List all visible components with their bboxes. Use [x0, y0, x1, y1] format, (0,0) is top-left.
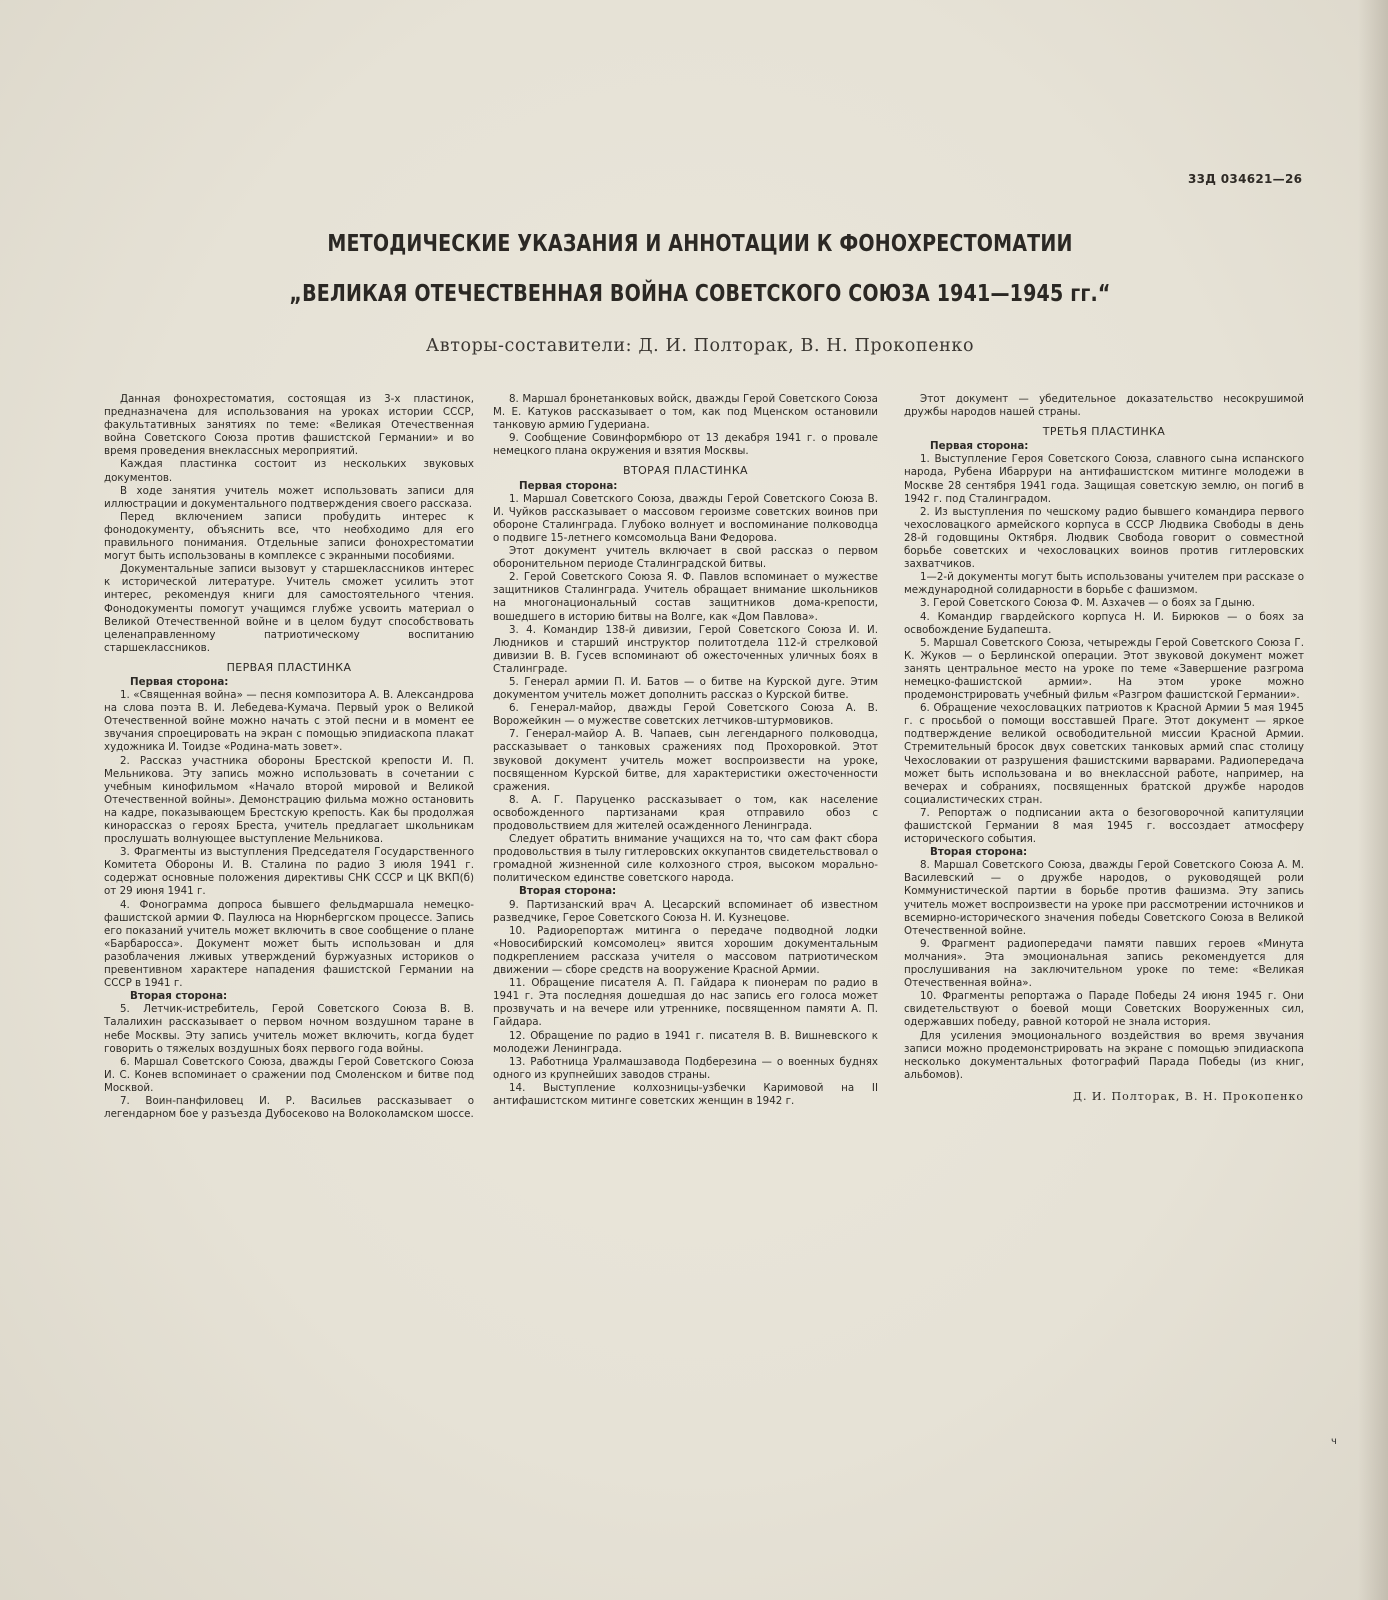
paragraph: 12. Обращение по радио в 1941 г. писателя В. В. Вишневского к молодежи Ленинграда. [493, 1029, 878, 1055]
catalog-number: 33Д 034621—26 [1188, 172, 1303, 186]
paragraph: 5. Маршал Советского Союза, четырежды Герой Советского Союза Г. К. Жуков — о Берлинской операции. Этот звуковой документ может занять центральное место на уроке по теме «Завершение разгрома немецко-фашистской армии». На этом уроке можно продемонстрировать учебный фильм «Разгром фашистской Германии». [904, 636, 1304, 702]
paragraph: 2. Из выступления по чешскому радио бывшего командира первого чехословацкого армейского корпуса в СССР Людвика Свободы в день 28-й годовщины Октября. Людвик Свобода говорит о совместной борьбе советских и чехословацких воинов против гитлеровских захватчиков. [904, 505, 1304, 571]
paragraph: 1. Выступление Героя Советского Союза, славного сына испанского народа, Рубена Ибаррури на антифашистском митинге молодежи в Москве 28 сентября 1941 года. Защищая советскую землю, он погиб в 1942 г. под Сталинградом. [904, 453, 1304, 505]
paragraph: 10. Радиорепортаж митинга о передаче подводной лодки «Новосибирский комсомолец» явится хорошим документальным подкреплением рассказа учителя о массовом патриотическом движении — сборе средств на вооружение Красной Армии. [493, 924, 878, 977]
paragraph: 9. Партизанский врач А. Цесарский вспоминает об известном разведчике, Герое Советского Союза Н. И. Кузнецове. [493, 898, 878, 924]
title-line-1: МЕТОДИЧЕСКИЕ УКАЗАНИЯ И АННОТАЦИИ К ФОНОХРЕСТОМАТИИ [327, 231, 1073, 257]
signature: Д. И. Полторак, В. Н. Прокопенко [1073, 1089, 1304, 1103]
paragraph: Каждая пластинка состоит из нескольких звуковых документов. [104, 458, 474, 484]
paragraph: Перед включением записи пробудить интерес к фонодокументу, объяснить все, что необходимо для его правильного понимания. Отдельные записи фонохрестоматии могут быть использованы в комплексе с экранными пособиями. [104, 510, 474, 563]
paragraph: 6. Маршал Советского Союза, дважды Герой Советского Союза И. С. Конев вспоминает о сражении под Смоленском и битве под Москвой. [104, 1055, 474, 1094]
paragraph: В ходе занятия учитель может использовать записи для иллюстрации и документального подтверждения своего рассказа. [104, 484, 474, 510]
paragraph: 14. Выступление колхозницы-узбечки Каримовой на II антифашистском митинге советских женщин в 1942 г. [493, 1081, 878, 1107]
paragraph: 5. Летчик-истребитель, Герой Советского Союза В. В. Талалихин рассказывает о первом ночном воздушном таране в небе Москвы. Эту запись учитель может включить, когда будет говорить о тяжелых воздушных боях первого года войны. [104, 1003, 474, 1055]
paragraph: Этот документ — убедительное доказательство несокрушимой дружбы народов нашей страны. [904, 393, 1304, 419]
text-column-3 [904, 393, 1304, 1103]
corner-mark: ч [1331, 1436, 1337, 1447]
paragraph: 11. Обращение писателя А. П. Гайдара к пионерам по радио в 1941 г. Эта последняя дошедшая до нас запись его голоса может прозвучать и на вечере или утреннике, посвященном памяти А. П. Гайдара. [493, 977, 878, 1029]
paragraph: Документальные записи вызовут у старшеклассников интерес к исторической литературе. Учитель сможет усилить этот интерес, рекомендуя книги для самостоятельного чтения. Фонодокументы помогут учащимся глубже усвоить материал о Великой Отечественной войне и в целом будут способствовать целенаправленному патриотическому воспитанию старшеклассников. [104, 563, 474, 654]
paragraph: 9. Сообщение Совинформбюро от 13 декабря 1941 г. о провале немецкого плана окружения и взятия Москвы. [493, 432, 878, 458]
paragraph: 8. А. Г. Паруценко рассказывает о том, как население освобожденного партизанами края отправило обоз с продовольствием для жителей осажденного Ленинграда. [493, 793, 878, 832]
paragraph: 3. 4. Командир 138-й дивизии, Герой Советского Союза И. И. Людников и старший инструктор политотдела 112-й стрелковой дивизии В. В. Гусев вспоминают об ожесточенных уличных боях в Сталинграде. [493, 623, 878, 675]
paragraph: 1. «Священная война» — песня композитора А. В. Александрова на слова поэта В. И. Лебедева-Кумача. Первый урок о Великой Отечественной войне можно начать с этой песни и в момент ее звучания спроецировать на экран с помощью эпидиаскопа плакат художника И. Тоидзе «Родина-мать зовет». [104, 689, 474, 754]
paragraph: Этот документ учитель включает в свой рассказ о первом оборонительном периоде Сталинградской битвы. [493, 545, 878, 571]
paragraph: 3. Фрагменты из выступления Председателя Государственного Комитета Обороны И. В. Сталина по радио 3 июля 1941 г. содержат основные положения директивы СНК СССР и ЦК ВКП(б) от 29 июня 1941 г. [104, 846, 474, 898]
paragraph: 1—2-й документы могут быть использованы учителем при рассказе о международной солидарности в борьбе с фашизмом. [904, 571, 1304, 597]
record-heading: ПЕРВАЯ ПЛАСТИНКА [226, 660, 352, 674]
paragraph: 8. Маршал Советского Союза, дважды Герой Советского Союза А. М. Василевский — о дружбе народов, о руководящей роли Коммунистической партии в борьбе против фашизма. Эту запись учитель может воспроизвести на уроке при рассмотрении источников и всемирно-исторического значения победы Советского Союза в Великой Отечественной войне. [904, 859, 1304, 937]
paragraph: 6. Обращение чехословацких патриотов к Красной Армии 5 мая 1945 г. с просьбой о помощи восставшей Праге. Этот документ — яркое подтверждение великой освободительной миссии Красной Армии. Стремительный бросок двух советских танковых армий спас столицу Чехословакии от разрушения фашистскими варварами. Радиопередача может быть использована и во внеклассной работе, например, на вечерах и собраниях, посвященных братской дружбе народов социалистических стран. [904, 702, 1304, 806]
text-column-2 [493, 393, 878, 1108]
side-heading: Вторая сторона: [130, 990, 228, 1003]
paragraph: 4. Фонограмма допроса бывшего фельдмаршала немецко-фашистской армии Ф. Паулюса на Нюрнбергском процессе. Запись его показаний учитель может включить в свое сообщение о плане «Барбаросса». Документ может быть использован и для разоблачения лживых утверждений буржуазных историков о превентивном характере нападения фашистской Германии на СССР в 1941 г. [104, 898, 474, 990]
paragraph: 1. Маршал Советского Союза, дважды Герой Советского Союза В. И. Чуйков рассказывает о массовом героизме советских воинов при обороне Сталинграда. Глубоко волнует и воспоминание полководца о подвиге 15-летнего комсомольца Вани Федорова. [493, 492, 878, 544]
paragraph: 7. Генерал-майор А. В. Чапаев, сын легендарного полководца, рассказывает о танковых сражениях под Прохоровкой. Этот звуковой документ учитель может воспроизвести на уроке, посвященном Курской битве, для характеристики ожесточенности сражения. [493, 728, 878, 793]
authors-line: Авторы-составители: Д. И. Полторак, В. Н. Прокопенко [425, 336, 975, 356]
text-column-1 [104, 393, 474, 1121]
record-heading: ТРЕТЬЯ ПЛАСТИНКА [1042, 425, 1166, 439]
paragraph: 6. Генерал-майор, дважды Герой Советского Союза А. В. Ворожейкин — о мужестве советских летчиков-штурмовиков. [493, 702, 878, 728]
paragraph: 5. Генерал армии П. И. Батов — о битве на Курской дуге. Этим документом учитель может дополнить рассказ о Курской битве. [493, 675, 878, 702]
title-line-2: „ВЕЛИКАЯ ОТЕЧЕСТВЕННАЯ ВОЙНА СОВЕТСКОГО СОЮЗА 1941—1945 гг.“ [289, 281, 1111, 307]
paragraph: 3. Герой Советского Союза Ф. М. Азхачев — о боях за Гдыню. [920, 597, 1255, 610]
side-heading: Первая сторона: [930, 440, 1029, 453]
paragraph: 7. Воин-панфиловец И. Р. Васильев рассказывает о легендарном бое у разъезда Дубосеково на Волоколамском шоссе. [104, 1094, 474, 1121]
paragraph: 2. Рассказ участника обороны Брестской крепости И. П. Мельникова. Эту запись можно использовать в сочетании с учебным кинофильмом «Начало второй мировой и Великой Отечественной войны». Демонстрацию фильма можно остановить на кадре, показывающем Брестскую крепость. Как бы продолжая кинорассказ о героях Бреста, учитель предлагает школьникам прослушать волнующее выступление Мельникова. [104, 754, 474, 846]
side-heading: Вторая сторона: [519, 885, 617, 898]
side-heading: Вторая сторона: [930, 846, 1028, 859]
paragraph: Следует обратить внимание учащихся на то, что сам факт сбора продовольствия в тылу гитлеровских оккупантов свидетельствовал о громадной жизненной силе колхозного строя, высоком морально-политическом единстве советского народа. [493, 833, 878, 885]
side-heading: Первая сторона: [519, 479, 618, 492]
paragraph: Для усиления эмоционального воздействия во время звучания записи можно продемонстрировать на экране с помощью эпидиаскопа несколько документальных фотографий Парада Победы (из книг, альбомов). [904, 1029, 1304, 1081]
paragraph: 4. Командир гвардейского корпуса Н. И. Бирюков — о боях за освобождение Будапешта. [904, 610, 1304, 636]
paragraph: 9. Фрагмент радиопередачи памяти павших героев «Минута молчания». Эта эмоциональная запись рекомендуется для прослушивания на заключительном уроке по теме: «Великая Отечественная война». [904, 937, 1304, 990]
paragraph: 7. Репортаж о подписании акта о безоговорочной капитуляции фашистской Германии 8 мая 1945 г. воссоздает атмосферу исторического события. [904, 806, 1304, 846]
paragraph: 10. Фрагменты репортажа о Параде Победы 24 июня 1945 г. Они свидетельствуют о боевой мощи Советских Вооруженных сил, одержавших победу, равной которой не знала история. [904, 990, 1304, 1029]
paragraph: 2. Герой Советского Союза Я. Ф. Павлов вспоминает о мужестве защитников Сталинграда. Учитель обращает внимание школьников на многонациональный состав защитников дома-крепости, вошедшего в историю битвы на Волге, как «Дом Павлова». [493, 571, 878, 623]
paragraph: Данная фонохрестоматия, состоящая из 3-х пластинок, предназначена для использования на уроках истории СССР, факультативных занятиях по теме: «Великая Отечественная война Советского Союза против фашистской Германии» и во время проведения внеклассных мероприятий. [104, 393, 474, 458]
side-heading: Первая сторона: [130, 675, 229, 688]
record-heading: ВТОРАЯ ПЛАСТИНКА [623, 464, 748, 478]
paragraph: 8. Маршал бронетанковых войск, дважды Герой Советского Союза М. Е. Катуков рассказывает о том, как под Мценском остановили танковую армию Гудериана. [493, 393, 878, 432]
page-edge-shadow [1358, 0, 1388, 1600]
paragraph: 13. Работница Уралмашзавода Подберезина — о военных буднях одного из крупнейших заводов страны. [493, 1055, 878, 1081]
